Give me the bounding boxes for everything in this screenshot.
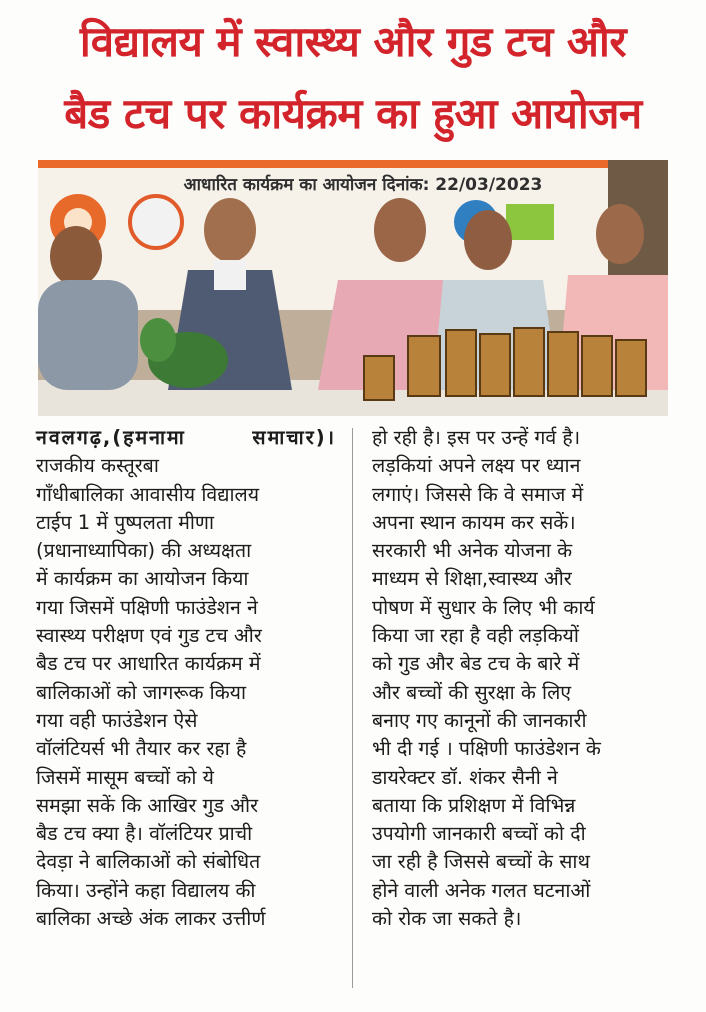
article-line: किया जा रहा है वही लड़कियों	[372, 624, 579, 648]
article-line: भी दी गई । पक्षिणी फाउंडेशन के	[372, 737, 601, 761]
article-line: बालिका अच्छे अंक लाकर उत्तीर्ण	[36, 907, 266, 931]
article-line: बालिकाओं को जागरूक किया	[36, 680, 247, 704]
article-line: जा रही है जिससे बच्चों के साथ	[372, 850, 590, 874]
article-line: पोषण में सुधार के लिए भी कार्य	[372, 595, 595, 619]
article-line: हो रही है। इस पर उन्हें गर्व है।	[372, 426, 581, 449]
article-line: में कार्यक्रम का आयोजन किया	[36, 567, 249, 591]
article-line: गया वही फाउंडेशन ऐसे	[36, 708, 198, 732]
article-line: बैड टच पर आधारित कार्यक्रम में	[36, 652, 261, 676]
article-right-column	[372, 424, 670, 933]
article-line: लगाएं। जिससे कि वे समाज में	[372, 482, 584, 506]
column-divider	[352, 428, 353, 988]
article-line: बनाए गए कानूनों की जानकारी	[372, 708, 587, 732]
article-line: डायरेक्टर डॉ. शंकर सैनी ने	[372, 765, 558, 789]
article-line: बताया कि प्रशिक्षण में विभिन्न	[372, 793, 576, 817]
article-line: देवड़ा ने बालिकाओं को संबोधित	[36, 850, 261, 874]
article-line: माध्यम से शिक्षा,स्वास्थ्य और	[372, 567, 572, 591]
headline-line-1: विद्यालय में स्वास्थ्य और गुड टच और	[79, 17, 627, 66]
article-line: गया जिसमें पक्षिणी फाउंडेशन ने	[36, 595, 258, 619]
banner-caption: आधारित कार्यक्रम का आयोजन दिनांक: 22/03/2023	[183, 175, 543, 195]
article-line: वॉलंटियर्स भी तैयार कर रहा है	[36, 737, 247, 761]
article-line: गाँधीबालिका आवासीय विद्यालय	[36, 482, 260, 506]
article-line: सरकारी भी अनेक योजना के	[372, 539, 573, 563]
headline-line-2: बैड टच पर कार्यक्रम का हुआ आयोजन	[64, 89, 642, 138]
article-line: को रोक जा सकते है।	[372, 907, 522, 931]
article-line: राजकीय कस्तूरबा	[36, 454, 159, 478]
article-line: समझा सकें कि आखिर गुड और	[36, 793, 259, 817]
article-line: को गुड और बेड टच के बारे में	[372, 652, 580, 676]
article-line: किया। उन्होंने कहा विद्यालय की	[36, 878, 256, 902]
article-line: जिसमें मासूम बच्चों को ये	[36, 765, 214, 789]
article-left-column	[36, 424, 336, 933]
article-line: स्वास्थ्य परीक्षण एवं गुड टच और	[36, 624, 262, 648]
article-line: उपयोगी जानकारी बच्चों को दी	[372, 822, 586, 846]
event-photo-illustration	[38, 160, 668, 416]
article-line: बैड टच क्या है। वॉलंटियर प्राची	[36, 822, 253, 846]
article-line: (प्रधानाध्यापिका) की अध्यक्षता	[36, 539, 252, 563]
article-line: होने वाली अनेक गलत घटनाओं	[372, 878, 591, 902]
article-line: अपना स्थान कायम कर सकें।	[372, 510, 576, 534]
article-line: लड़कियां अपने लक्ष्य पर ध्यान	[372, 454, 581, 478]
article-line: और बच्चों की सुरक्षा के लिए	[372, 680, 572, 704]
article-dateline: नवलगढ़,(हमनामा समाचार)।	[36, 426, 336, 449]
article-line: टाईप 1 में पुष्पलता मीणा	[36, 510, 215, 534]
event-photo	[38, 160, 668, 416]
